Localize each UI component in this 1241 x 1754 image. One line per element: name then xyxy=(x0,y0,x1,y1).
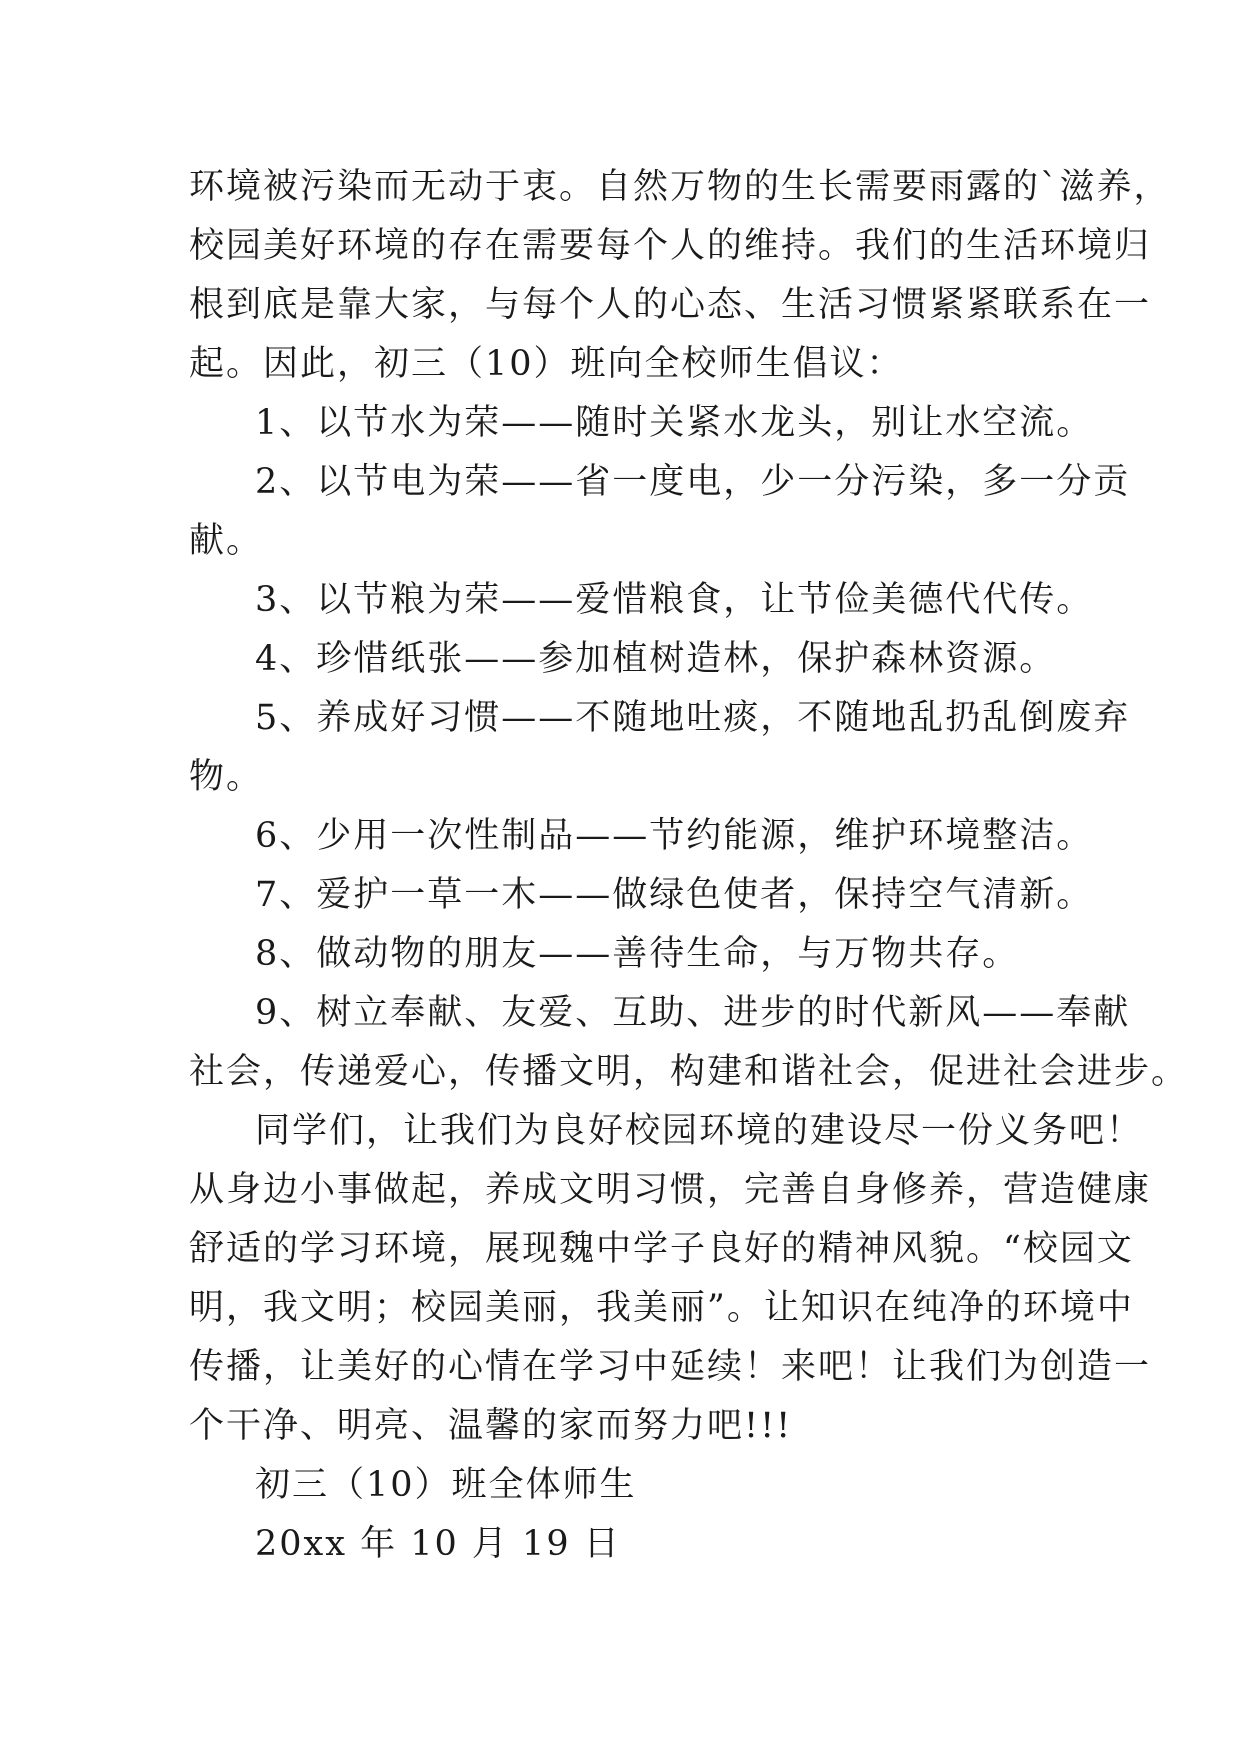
text-line: 从身边小事做起，养成文明习惯，完善自身修养，营造健康 xyxy=(189,1170,1152,1210)
text-line: 传播，让美好的心情在学习中延续！来吧！让我们为创造一 xyxy=(189,1347,1152,1387)
text-line: 社会，传递爱心，传播文明，构建和谐社会，促进社会进步。 xyxy=(189,1052,1189,1092)
text-line: 个干净、明亮、温馨的家而努力吧!!! xyxy=(189,1406,793,1446)
text-line: 舒适的学习环境，展现魏中学子良好的精神风貌。“校园文 xyxy=(189,1229,1134,1269)
text-line: 根到底是靠大家，与每个人的心态、生活习惯紧紧联系在一 xyxy=(189,285,1152,325)
proposal-item-5: 5、养成好习惯——不随地吐痰，不随地乱扔乱倒废弃 xyxy=(255,698,1131,738)
text-line: 献。 xyxy=(189,521,264,561)
proposal-item-9: 9、树立奉献、友爱、互助、进步的时代新风——奉献 xyxy=(255,993,1131,1033)
document-page xyxy=(189,158,1189,1574)
proposal-item-1: 1、以节水为荣——随时关紧水龙头，别让水空流。 xyxy=(255,403,1094,443)
date: 20xx 年 10 月 19 日 xyxy=(255,1524,621,1564)
text-line: 物。 xyxy=(189,757,264,797)
proposal-item-8: 8、做动物的朋友——善待生命，与万物共存。 xyxy=(255,934,1020,974)
proposal-item-4: 4、珍惜纸张——参加植树造林，保护森林资源。 xyxy=(255,639,1057,679)
text-line: 校园美好环境的存在需要每个人的维持。我们的生活环境归 xyxy=(189,226,1152,266)
text-line: 起。因此，初三（10）班向全校师生倡议： xyxy=(189,344,904,384)
proposal-item-7: 7、爱护一草一木——做绿色使者，保持空气清新。 xyxy=(255,875,1094,915)
proposal-item-6: 6、少用一次性制品——节约能源，维护环境整洁。 xyxy=(255,816,1094,856)
text-line: 明，我文明；校园美丽，我美丽”。让知识在纯净的环境中 xyxy=(189,1288,1134,1328)
closing-paragraph: 同学们，让我们为良好校园环境的建设尽一份义务吧！ xyxy=(255,1111,1144,1151)
text-line: 环境被污染而无动于衷。自然万物的生长需要雨露的`滋养， xyxy=(189,167,1171,207)
proposal-item-3: 3、以节粮为荣——爱惜粮食，让节俭美德代代传。 xyxy=(255,580,1094,620)
signature: 初三（10）班全体师生 xyxy=(255,1465,637,1505)
proposal-item-2: 2、以节电为荣——省一度电，少一分污染，多一分贡 xyxy=(255,462,1131,502)
